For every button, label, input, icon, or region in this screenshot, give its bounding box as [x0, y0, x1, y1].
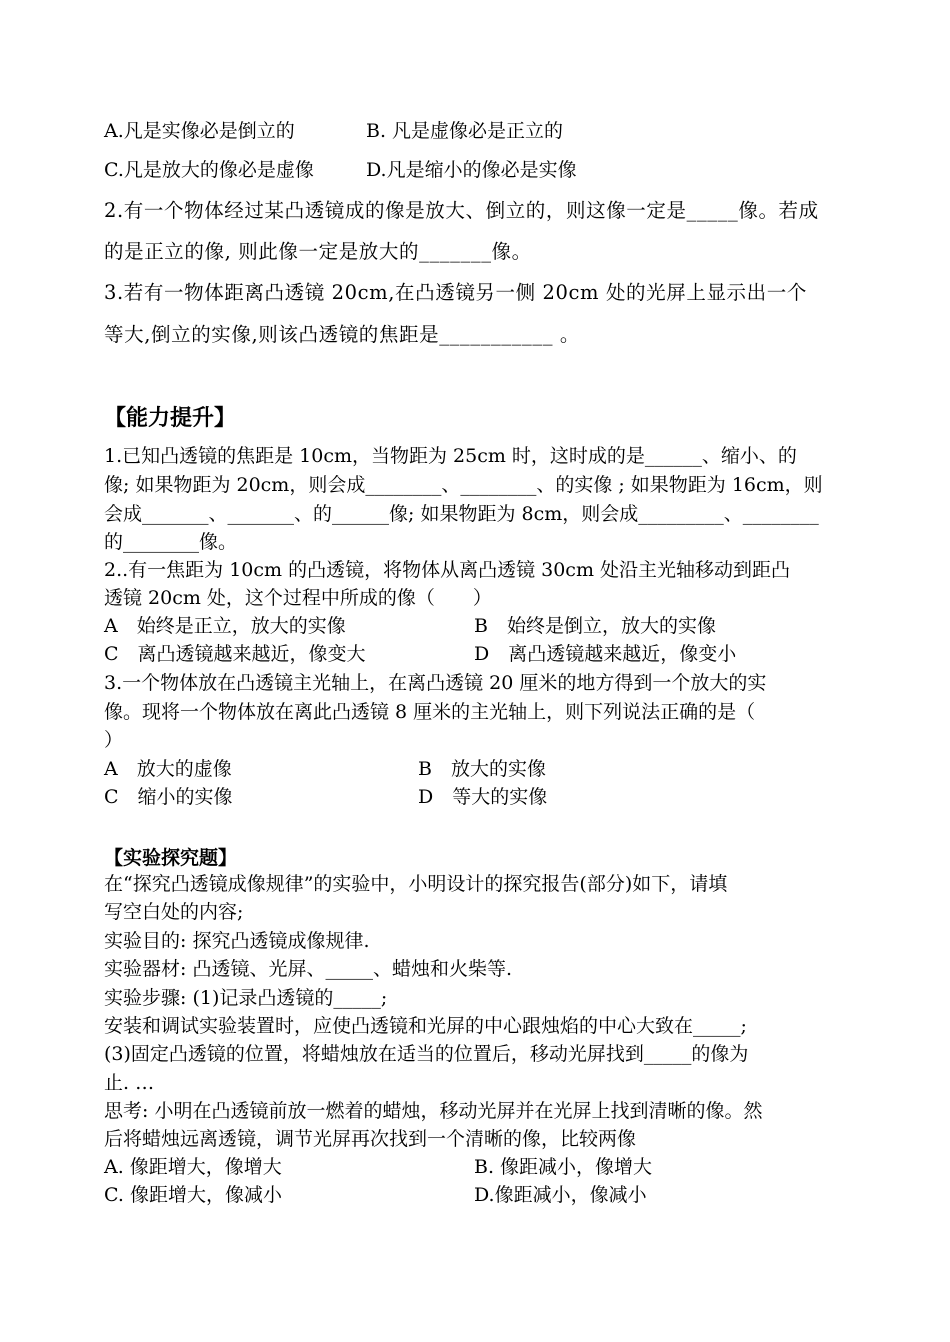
section-heading-experiment: 【实验探究题】	[104, 847, 238, 869]
s3-line9: 思考: 小明在凸透镜前放一燃着的蜡烛，移动光屏并在光屏上找到清晰的像。然	[104, 1100, 763, 1122]
s1-q1-option-c: C.凡是放大的像必是虚像	[104, 159, 314, 181]
s3-line1: 在“探究凸透镜成像规律”的实验中，小明设计的探究报告(部分)如下，请填	[104, 873, 728, 895]
s1-q1-option-a: A.凡是实像必是倒立的	[104, 120, 295, 142]
s3-line2: 写空白处的内容;	[104, 901, 244, 923]
s1-q3-line1: 3.若有一物体距离凸透镜 20cm,在凸透镜另一侧 20cm 处的光屏上显示出一个	[104, 281, 807, 304]
s2-q3-line2: 像。现将一个物体放在离此凸透镜 8 厘米的主光轴上，则下列说法正确的是（	[104, 701, 756, 723]
s2-q3-line1: 3.一个物体放在凸透镜主光轴上，在离凸透镜 20 厘米的地方得到一个放大的实	[104, 672, 767, 694]
s3-option-b: B. 像距减小，像增大	[474, 1156, 653, 1178]
s1-q1-option-b: B. 凡是虚像必是正立的	[366, 120, 564, 142]
s2-q3-option-b: B 放大的实像	[418, 758, 546, 780]
s3-option-a: A. 像距增大，像增大	[104, 1156, 282, 1178]
s3-line5: 实验步骤: (1)记录凸透镜的_____;	[104, 987, 388, 1009]
s2-q3-option-a: A 放大的虚像	[104, 758, 232, 780]
s1-q2-line1: 2.有一个物体经过某凸透镜成的像是放大、倒立的，则这像一定是_____像。若成	[104, 199, 819, 222]
s2-q1-line2: 像; 如果物距为 20cm，则会成________、________、的实像 ; 如果物距为 16cm，则	[104, 474, 823, 496]
s2-q2-option-c: C 离凸透镜越来越近，像变大	[104, 643, 366, 665]
s3-line3: 实验目的: 探究凸透镜成像规律.	[104, 930, 370, 952]
s2-q3-line3: ）	[104, 729, 124, 751]
s2-q2-line1: 2..有一焦距为 10cm 的凸透镜，将物体从离凸透镜 30cm 处沿主光轴移动到距凸	[104, 559, 790, 581]
s2-q3-option-d: D 等大的实像	[418, 786, 548, 808]
s3-option-d: D.像距减小，像减小	[474, 1184, 647, 1206]
s3-line4: 实验器材: 凸透镜、光屏、_____、蜡烛和火柴等.	[104, 958, 512, 980]
s2-q2-option-d: D 离凸透镜越来越近，像变小	[474, 643, 737, 665]
s3-line10: 后将蜡烛远离透镜，调节光屏再次找到一个清晰的像，比较两像	[104, 1128, 637, 1150]
s2-q2-option-a: A 始终是正立，放大的实像	[104, 615, 346, 637]
s2-q2-option-b: B 始终是倒立，放大的实像	[474, 615, 716, 637]
s3-line6: 安装和调试实验装置时，应使凸透镜和光屏的中心跟烛焰的中心大致在_____;	[104, 1015, 747, 1037]
s3-line8: 止. …	[104, 1072, 155, 1094]
s2-q1-line1: 1.已知凸透镜的焦距是 10cm，当物距为 25cm 时，这时成的是______、缩小、的	[104, 445, 797, 467]
s2-q2-line2: 透镜 20cm 处，这个过程中所成的像（ ）	[104, 587, 492, 609]
section-heading-ability: 【能力提升】	[104, 406, 237, 431]
s1-q3-line2: 等大,倒立的实像,则该凸透镜的焦距是___________ 。	[104, 323, 580, 346]
s2-q1-line4: 的________像。	[104, 531, 238, 553]
s1-q1-option-d: D.凡是缩小的像必是实像	[366, 159, 577, 181]
s3-line7: (3)固定凸透镜的位置，将蜡烛放在适当的位置后，移动光屏找到_____的像为	[104, 1043, 749, 1065]
s2-q1-line3: 会成_______、_______、的______像; 如果物距为 8cm，则会成_________、________	[104, 503, 819, 525]
s2-q3-option-c: C 缩小的实像	[104, 786, 233, 808]
s3-option-c: C. 像距增大，像减小	[104, 1184, 282, 1206]
s1-q2-line2: 的是正立的像, 则此像一定是放大的_______像。	[104, 240, 532, 263]
